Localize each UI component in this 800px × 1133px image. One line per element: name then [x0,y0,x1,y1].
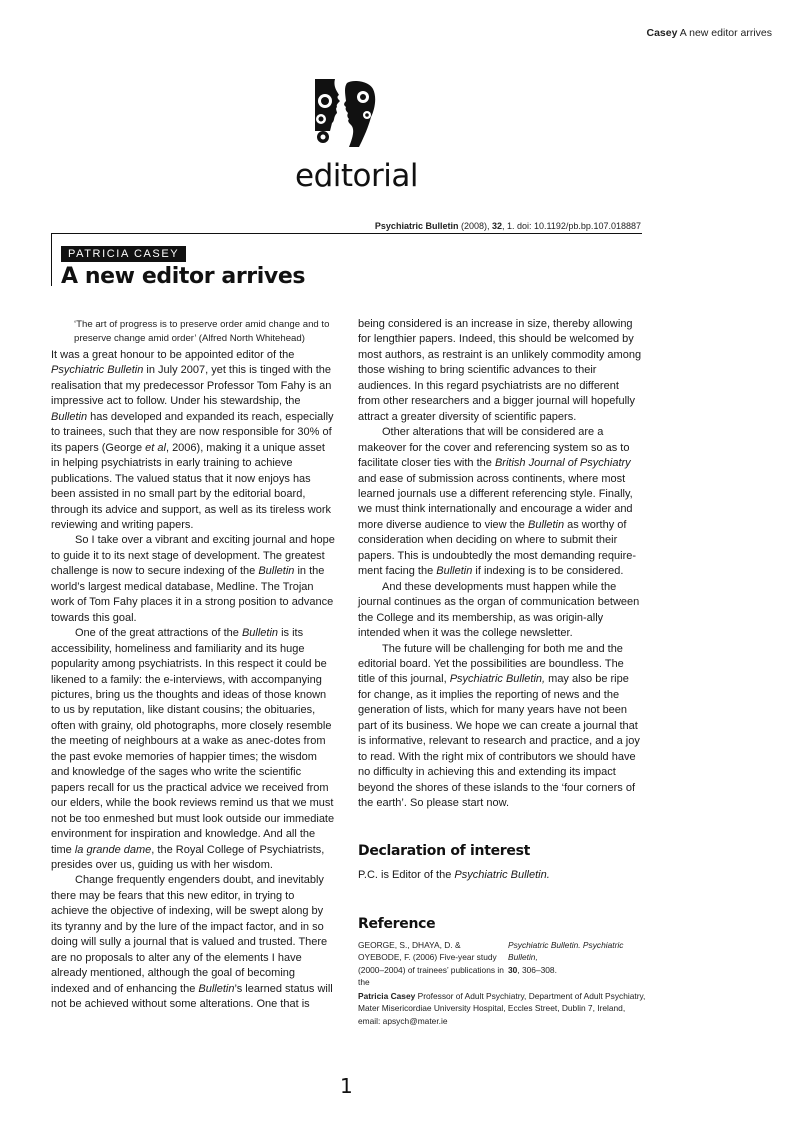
running-head [646,27,772,39]
editorial-logo-icon [313,79,381,147]
citation-year: (2008), [460,221,490,231]
reference-heading: Reference [358,916,436,932]
right-column [358,317,642,812]
running-head-author: Casey [646,27,678,39]
paragraph: So I take over a vibrant and exciting journal and hope to guide it to its next stage of development. The greatest challenge is now to secure indexing of the Bulletin in the world’s largest medical database, Medline. The Trojan work of Tom Fahy places it in a strong position to advance towards this goal. [51,534,335,624]
page-number: 1 [340,1074,353,1098]
header-rule [51,233,642,234]
paragraph: The future will be challenging for both me and the editorial board. Yet the possibilities are boundless. The title of this journal, Psychiatric Bulletin, may also be ripe for change, as it implies the reporting of news and the generation of lists, which for many years have not been part of its business. We hope we can create a journal that is informative, relevant to research and practice, and a joy to read. With the right mix of contributors we should have no difficulty in achieving this and extending its impact beyond the shores of these islands to the ‘four corners of the earth’. So please start now. [358,642,640,810]
article-title: A new editor arrives [61,264,306,289]
author-affiliation: Patricia Casey Professor of Adult Psychiatry, Department of Adult Psychiatry, Mater Misericordiae University Hospital, Eccles Street, Dublin 7, Ireland, email: apsych@mater.ie [358,991,646,1026]
reference-source: Psychiatric Bulletin. Psychiatric Bulletin, 30, 306–308. [508,940,624,975]
citation-rest: , 1. doi: 10.1192/pb.bp.107.018887 [502,221,641,231]
declaration-heading: Declaration of interest [358,843,531,859]
paragraph: It was a great honour to be appointed editor of the Psychiatric Bulletin in July 2007, yet this is tinged with the realisation that my predecessor Professor Tom Fahy is an impressive act to follow. Under his stewardship, the Bulletin has developed and expanded its reach, especially to trainees, such that they are now responsible for 30% of its papers (George et al, 2006), making it a unique asset in helping psychiatrists in early training to achieve publications. The valued status that it now enjoys has been assisted in no small part by the editorial board, through its advice and support, as well as its tireless work reviewing and writing papers. [51,349,334,531]
citation-journal: Psychiatric Bulletin [374,221,459,231]
running-head-title: A new editor arrives [679,27,772,39]
author-tag: PATRICIA CASEY [61,246,186,262]
citation-volume: 32 [492,221,503,231]
section-label: editorial [295,158,418,194]
header-rule-vertical [51,233,52,286]
declaration-text: P.C. is Editor of the Psychiatric Bulletin. [358,869,550,881]
epigraph: ‘The art of progress is to preserve order amid change and to preserve change amid order’ (Alfred North Whitehead) [74,319,330,344]
paragraph: And these developments must happen while the journal continues as the organ of communication between the College and its membership, as was origin-ally intended when it was the college newsletter. [358,580,640,640]
paragraph: One of the great attractions of the Bulletin is its accessibility, homeliness and familiarity and its huge popularity among psychiatrists. In this respect it could be likened to a family: the e-interviews, with accompanying pictures, bring us the thoughts and ideas of those known to us by reputation, like distant cousins; the obituaries, often with grainy, old photographs, more closely resemble the meeting of neighbours at a wake as anec-dotes from the past evoke memories of happier times; the wisdom and knowledge of the sages who write the scientific papers recall for us the practical advice we received from our elders, while the book reviews remind us that we must not be too enmeshed but must look outside our immediate environment for inspiration and knowledge. And all the time la grande dame, the Royal College of Psychiatrists, presides over us, guiding us with her wisdom. [51,627,335,871]
paragraph: Other alterations that will be considered are a makeover for the cover and referencing system so as to facilitate closer ties with the British Journal of Psychiatry and ease of submission across continents, where most learned journals use a different referencing style. Finally, we must think internationally and encourage a wider and more diverse audience to view the Bulletin as worthy of consideration when deciding on where to submit their papers. This is undoubtedly the most demanding require-ment facing the Bulletin if indexing is to be considered. [358,426,637,578]
paragraph: Change frequently engenders doubt, and inevitably there may be fears that this new editor, in trying to achieve the objective of indexing, will be swept along by its tyranny and by the lure of the impact factor, and in so doing will sully a journal that is valued and trusted. There are no proposals to alter any of the elements I have already mentioned, although the goal of becoming indexed and of enhancing the Bulletin’s learned status will not be achieved without some alterations. One that is [51,874,333,1011]
article-citation [375,221,641,231]
reference-authors: GEORGE, S., DHAYA, D. & OYEBODE, F. (2006) Five-year study (2000–2004) of trainees’ publications in the [358,940,504,988]
paragraph: being considered is an increase in size, thereby allowing for lengthier papers. Indeed, this should be welcomed by most authors, as restraint is an unlikely commodity among those wishing to bring scientific advances to their audiences. In this regard psychiatrists are no different from other researchers and a bigger journal will hopefully attract a greater diversity of scientific papers. [358,318,642,423]
left-column [51,348,335,1012]
